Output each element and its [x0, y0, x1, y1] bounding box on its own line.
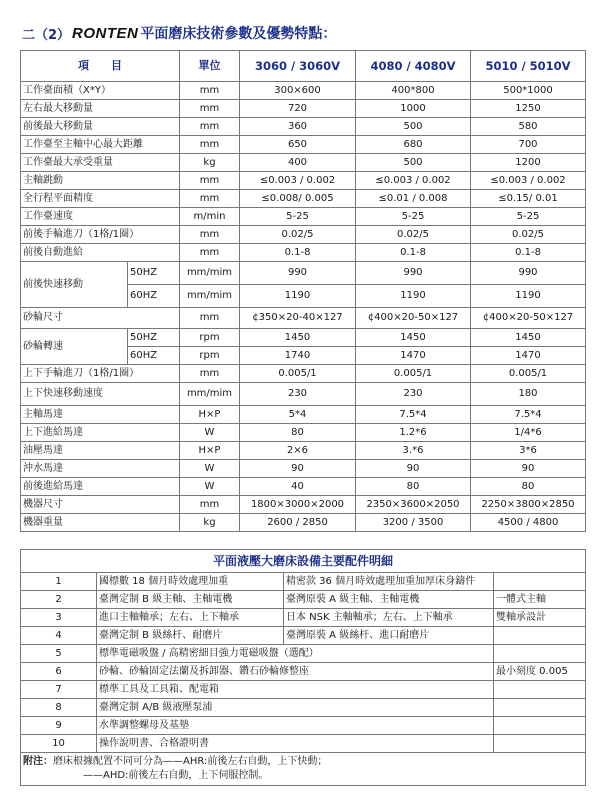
footnote-line-2: ——AHD:前後左右自動，上下伺服控制。: [83, 770, 269, 781]
spec-unit: kg: [180, 154, 240, 172]
spec-value-3060: 230: [240, 383, 356, 406]
spec-row: [21, 383, 586, 406]
parts-row: [21, 609, 586, 627]
spec-value-3060: 360: [240, 118, 356, 136]
spec-unit: mm: [180, 365, 240, 383]
spec-value-5010: 1250: [471, 100, 586, 118]
parts-description: 水準調整螺母及基墊: [97, 717, 494, 735]
spec-value-3060: 400: [240, 154, 356, 172]
spec-label: 主軸馬達: [21, 406, 180, 424]
spec-row: [21, 442, 586, 460]
spec-row: [21, 406, 586, 424]
spec-label: 前後最大移動量: [21, 118, 180, 136]
parts-remark: [494, 627, 586, 645]
spec-sub-label: 60HZ: [128, 285, 180, 308]
spec-row: [21, 460, 586, 478]
footnote: [21, 753, 586, 786]
spec-value-5010: 2250×3800×2850: [471, 496, 586, 514]
spec-value-4080: 80: [356, 478, 471, 496]
spec-label: 上下進給馬達: [21, 424, 180, 442]
parts-remark: [494, 681, 586, 699]
parts-row: [21, 663, 586, 681]
page-title: [22, 22, 336, 44]
spec-value-4080: 1470: [356, 347, 471, 365]
spec-value-3060: 650: [240, 136, 356, 154]
spec-row: [21, 82, 586, 100]
spec-value-4080: 7.5*4: [356, 406, 471, 424]
spec-row: [21, 424, 586, 442]
spec-unit: H×P: [180, 442, 240, 460]
spec-unit: W: [180, 460, 240, 478]
parts-row: [21, 681, 586, 699]
spec-label: 上下快速移動速度: [21, 383, 180, 406]
spec-label: 工作臺最大承受重量: [21, 154, 180, 172]
header-unit: 單位: [180, 51, 240, 82]
parts-number: 9: [21, 717, 97, 735]
parts-remark: [494, 645, 586, 663]
spec-value-3060: 80: [240, 424, 356, 442]
spec-row: [21, 190, 586, 208]
spec-row: [21, 478, 586, 496]
spec-label: 上下手輪進刀（1格/1圈）: [21, 365, 180, 383]
spec-unit: mm: [180, 496, 240, 514]
parts-description: 操作說明書、合格證明書: [97, 735, 494, 753]
parts-remark: 最小刻度 0.005: [494, 663, 586, 681]
parts-remark: [494, 699, 586, 717]
spec-row: [21, 100, 586, 118]
spec-unit: rpm: [180, 347, 240, 365]
spec-unit: mm: [180, 308, 240, 329]
spec-unit: kg: [180, 514, 240, 532]
parts-number: 6: [21, 663, 97, 681]
spec-label: 油壓馬達: [21, 442, 180, 460]
spec-value-4080: ≤0.003 / 0.002: [356, 172, 471, 190]
parts-remark: [494, 717, 586, 735]
parts-number: 1: [21, 573, 97, 591]
spec-value-3060: ≤0.008/ 0.005: [240, 190, 356, 208]
spec-row: [21, 496, 586, 514]
spec-value-4080: 1.2*6: [356, 424, 471, 442]
spec-row: [21, 208, 586, 226]
spec-value-4080: 3200 / 3500: [356, 514, 471, 532]
spec-value-4080: 0.1-8: [356, 244, 471, 262]
parts-number: 2: [21, 591, 97, 609]
spec-unit: mm/mim: [180, 285, 240, 308]
spec-label: 工作臺速度: [21, 208, 180, 226]
parts-remark: 一體式主軸: [494, 591, 586, 609]
spec-unit: mm: [180, 172, 240, 190]
footnote-line-1: [23, 755, 583, 769]
header-model-5010: 5010 / 5010V: [471, 51, 586, 82]
spec-value-3060: ¢350×20-40×127: [240, 308, 356, 329]
brand-logo: RONTEN: [72, 24, 139, 42]
spec-label: 左右最大移動量: [21, 100, 180, 118]
spec-unit: m/min: [180, 208, 240, 226]
spec-label: 工作臺面積（X*Y）: [21, 82, 180, 100]
spec-table: [20, 50, 586, 532]
spec-value-3060: 1450: [240, 329, 356, 347]
spec-value-5010: 580: [471, 118, 586, 136]
parts-description: 臺灣定制 A/B 級液壓泵浦: [97, 699, 494, 717]
parts-remark: [494, 735, 586, 753]
title-text: 平面磨床技術參數及優勢特點：: [140, 26, 337, 42]
header-model-4080: 4080 / 4080V: [356, 51, 471, 82]
spec-label: 前後進給馬達: [21, 478, 180, 496]
parts-description: 砂輪、砂輪固定法蘭及拆卸器、鑽石砂輪修整座: [97, 663, 494, 681]
parts-standard: 臺灣定制 B 級絲杆、耐磨片: [97, 627, 284, 645]
spec-label: 沖水馬達: [21, 460, 180, 478]
spec-value-4080: 2350×3600×2050: [356, 496, 471, 514]
spec-unit: mm: [180, 190, 240, 208]
spec-value-3060: 0.005/1: [240, 365, 356, 383]
spec-row: [21, 226, 586, 244]
spec-value-5010: 0.02/5: [471, 226, 586, 244]
spec-value-4080: 0.005/1: [356, 365, 471, 383]
parts-premium: 臺灣原裝 A 級絲杆、進口耐磨片: [284, 627, 494, 645]
title-prefix: 二（2）: [22, 27, 71, 43]
parts-standard: 臺灣定制 B 級主軸、主軸電機: [97, 591, 284, 609]
spec-value-3060: 0.02/5: [240, 226, 356, 244]
parts-number: 5: [21, 645, 97, 663]
spec-value-5010: 7.5*4: [471, 406, 586, 424]
spec-unit: W: [180, 478, 240, 496]
parts-premium: 臺灣原裝 A 級主軸、主軸電機: [284, 591, 494, 609]
spec-row: [21, 118, 586, 136]
spec-label: 主軸跳動: [21, 172, 180, 190]
spec-label: 機器重量: [21, 514, 180, 532]
parts-title: 平面液壓大磨床設備主要配件明細: [21, 550, 586, 573]
spec-value-4080: 500: [356, 154, 471, 172]
parts-row: [21, 699, 586, 717]
parts-standard: 國標數 18 個月時效處理加重: [97, 573, 284, 591]
spec-value-3060: 40: [240, 478, 356, 496]
spec-value-5010: 700: [471, 136, 586, 154]
parts-row: [21, 717, 586, 735]
parts-row: [21, 627, 586, 645]
spec-value-5010: 3*6: [471, 442, 586, 460]
spec-sub-label: 50HZ: [128, 262, 180, 285]
parts-note-row: [21, 753, 586, 786]
spec-value-3060: 5-25: [240, 208, 356, 226]
spec-row: [21, 329, 586, 347]
spec-value-5010: ≤0.15/ 0.01: [471, 190, 586, 208]
spec-value-4080: 1190: [356, 285, 471, 308]
spec-value-5010: 1190: [471, 285, 586, 308]
spec-unit: mm/mim: [180, 262, 240, 285]
spec-value-4080: 5-25: [356, 208, 471, 226]
parts-table: [20, 549, 586, 786]
parts-number: 4: [21, 627, 97, 645]
spec-value-4080: 90: [356, 460, 471, 478]
parts-premium: 日本 NSK 主軸軸承；左右、上下軸承: [284, 609, 494, 627]
spec-label: 工作臺至主軸中心最大距離: [21, 136, 180, 154]
spec-sub-label: 60HZ: [128, 347, 180, 365]
parts-number: 10: [21, 735, 97, 753]
spec-header-row: [21, 51, 586, 82]
spec-unit: mm: [180, 136, 240, 154]
parts-row: [21, 573, 586, 591]
spec-value-5010: 500*1000: [471, 82, 586, 100]
parts-description: 標準電磁吸盤 / 高精密細目強力電磁吸盤（選配）: [97, 645, 494, 663]
spec-value-5010: ≤0.003 / 0.002: [471, 172, 586, 190]
parts-description: 標準工具及工具箱、配電箱: [97, 681, 494, 699]
spec-value-4080: 1450: [356, 329, 471, 347]
spec-value-4080: 1000: [356, 100, 471, 118]
spec-value-4080: 3.*6: [356, 442, 471, 460]
spec-label: 砂輪尺寸: [21, 308, 180, 329]
spec-value-4080: 500: [356, 118, 471, 136]
spec-value-3060: 5*4: [240, 406, 356, 424]
spec-value-4080: 990: [356, 262, 471, 285]
spec-unit: W: [180, 424, 240, 442]
spec-label: 全行程平面精度: [21, 190, 180, 208]
parts-number: 7: [21, 681, 97, 699]
spec-unit: mm: [180, 118, 240, 136]
parts-remark: 雙軸承設計: [494, 609, 586, 627]
spec-value-5010: 80: [471, 478, 586, 496]
spec-row: [21, 514, 586, 532]
spec-value-5010: 4500 / 4800: [471, 514, 586, 532]
spec-unit: mm: [180, 226, 240, 244]
spec-value-4080: ≤0.01 / 0.008: [356, 190, 471, 208]
footnote-label: 附注：: [23, 756, 53, 767]
spec-row: [21, 308, 586, 329]
spec-row: [21, 136, 586, 154]
spec-value-5010: 0.005/1: [471, 365, 586, 383]
spec-row: [21, 365, 586, 383]
spec-value-3060: 90: [240, 460, 356, 478]
spec-label: 機器尺寸: [21, 496, 180, 514]
spec-value-4080: 400*800: [356, 82, 471, 100]
spec-label: 前後快速移動: [21, 262, 128, 308]
spec-label: 砂輪轉速: [21, 329, 128, 365]
spec-unit: mm: [180, 100, 240, 118]
spec-value-3060: ≤0.003 / 0.002: [240, 172, 356, 190]
spec-value-3060: 2600 / 2850: [240, 514, 356, 532]
spec-value-3060: 0.1-8: [240, 244, 356, 262]
parts-standard: 進口主軸軸承；左右、上下軸承: [97, 609, 284, 627]
parts-number: 8: [21, 699, 97, 717]
spec-row: [21, 244, 586, 262]
spec-unit: mm: [180, 244, 240, 262]
spec-value-3060: 990: [240, 262, 356, 285]
spec-unit: mm: [180, 82, 240, 100]
spec-label: 前後自動進給: [21, 244, 180, 262]
spec-unit: H×P: [180, 406, 240, 424]
header-item: 項 目: [21, 51, 180, 82]
spec-value-3060: 1740: [240, 347, 356, 365]
spec-value-4080: 230: [356, 383, 471, 406]
spec-value-3060: 1190: [240, 285, 356, 308]
parts-row: [21, 735, 586, 753]
spec-value-5010: 180: [471, 383, 586, 406]
spec-value-4080: 0.02/5: [356, 226, 471, 244]
spec-value-5010: 990: [471, 262, 586, 285]
parts-number: 3: [21, 609, 97, 627]
parts-row: [21, 645, 586, 663]
spec-unit: mm/mim: [180, 383, 240, 406]
parts-premium: 精密款 36 個月時效處理加重加厚床身鑄件: [284, 573, 494, 591]
spec-value-3060: 300×600: [240, 82, 356, 100]
spec-value-5010: 1470: [471, 347, 586, 365]
spec-value-3060: 2×6: [240, 442, 356, 460]
parts-remark: [494, 573, 586, 591]
parts-title-row: [21, 550, 586, 573]
footnote-text-1: 磨床根據配置不同可分為——AHR:前後左右自動，上下快動；: [53, 756, 328, 767]
spec-unit: rpm: [180, 329, 240, 347]
spec-value-3060: 720: [240, 100, 356, 118]
spec-value-5010: 1450: [471, 329, 586, 347]
spec-value-5010: 90: [471, 460, 586, 478]
spec-value-5010: 0.1-8: [471, 244, 586, 262]
spec-value-5010: 5-25: [471, 208, 586, 226]
header-model-3060: 3060 / 3060V: [240, 51, 356, 82]
spec-value-5010: 1/4*6: [471, 424, 586, 442]
spec-row: [21, 172, 586, 190]
spec-value-5010: ¢400×20-50×127: [471, 308, 586, 329]
spec-value-4080: ¢400×20-50×127: [356, 308, 471, 329]
spec-value-3060: 1800×3000×2000: [240, 496, 356, 514]
spec-row: [21, 154, 586, 172]
spec-value-5010: 1200: [471, 154, 586, 172]
spec-row: [21, 262, 586, 285]
parts-row: [21, 591, 586, 609]
spec-sub-label: 50HZ: [128, 329, 180, 347]
spec-value-4080: 680: [356, 136, 471, 154]
spec-label: 前後手輪進刀（1格/1圈）: [21, 226, 180, 244]
